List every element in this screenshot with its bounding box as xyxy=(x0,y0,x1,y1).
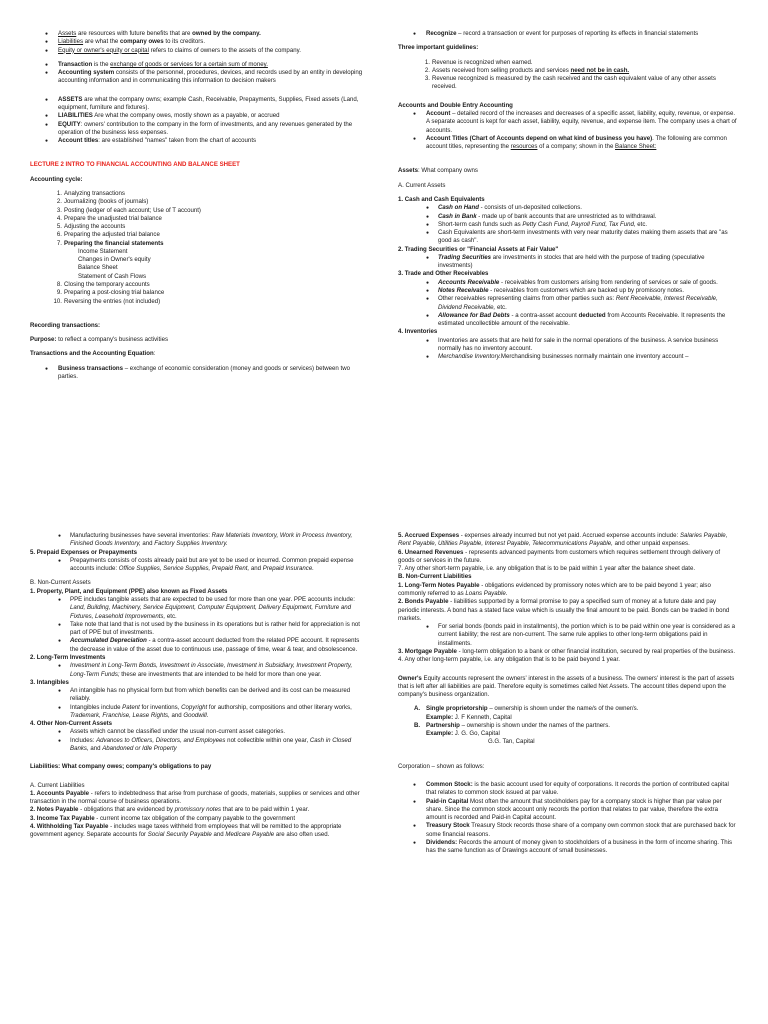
lti-accounts: Investment in Long-Term Bonds, Investment in Associate, Investment in Subsidiary, Investment Property, Long-Term Funds; xyxy=(70,662,353,678)
cycle-step xyxy=(30,298,364,306)
prepaid-bullet xyxy=(30,557,364,574)
partnership-marker: B. xyxy=(414,721,421,729)
guideline-text: Assets received from selling products and services xyxy=(432,66,571,74)
single-example xyxy=(398,714,738,722)
cycle-step-text: Reversing the entries (not included) xyxy=(64,297,161,305)
receivable-item-pre: Other receivables representing claims from other parties such as: xyxy=(438,295,616,303)
partnership-example-label: Example: xyxy=(426,730,454,738)
page-3 xyxy=(0,512,384,1024)
definition-term: Account titles xyxy=(58,137,99,145)
definition-term: EQUITY xyxy=(58,120,81,128)
financial-statement-item: Balance Sheet xyxy=(78,264,118,272)
purpose-label: Purpose: xyxy=(30,336,57,344)
page-2 xyxy=(384,0,768,512)
cl-4-medicare: Medicare Payable xyxy=(225,831,275,839)
equation-colon: : xyxy=(153,350,156,358)
corporation-term: Dividends: xyxy=(426,839,458,846)
manufacturing-and: and xyxy=(140,540,155,548)
double-entry-heading: Accounts and Double Entry Accounting xyxy=(398,101,513,109)
accounting-system-term: Accounting system xyxy=(58,69,115,77)
cl-1-text: - refers to indebtedness that arise from purchase of goods, materials, supplies or services and other transaction in the normal course of business operations. xyxy=(30,789,360,806)
definition-bullet xyxy=(30,137,364,145)
manufacturing-text: Manufacturing businesses have several inventories: xyxy=(70,532,212,539)
financial-statements-list xyxy=(30,248,364,281)
page-4-column xyxy=(398,532,738,856)
corporation-term: Treasury Stock xyxy=(426,822,470,830)
inventories-list xyxy=(398,337,738,362)
cl-7: 7. Any other short-term payable, i.e. any obligation that is to be paid within 1 year after the balance sheet date. xyxy=(398,565,696,573)
cycle-step-number: 9. xyxy=(56,289,62,297)
accounting-system-text: consists of the personnel, procedures, devices, and records used by an entity in developing accounting information and in communicating this information to decision makers xyxy=(58,69,363,85)
financial-statement-item: Changes in Owner's equity xyxy=(78,256,151,264)
cycle-step xyxy=(30,281,364,289)
guideline-text: Revenue recognized is measured by the cash received and the cash equivalent value of any other assets received. xyxy=(432,75,716,91)
cash-list xyxy=(398,204,738,245)
receivable-item-text-2: from Accounts Receivable. It represents the estimated uncollectible amount of the receivable. xyxy=(438,311,726,328)
definition-text: : are established "names" taken from the chart of accounts xyxy=(98,137,257,145)
intangible-copyright: Copyright xyxy=(181,703,208,711)
single-example-label: Example: xyxy=(426,713,454,721)
other-nca-bullet-2 xyxy=(30,737,364,754)
other-noncurrent-heading: 4. Other Non-Current Assets xyxy=(30,720,113,728)
cycle-step xyxy=(30,215,364,223)
financial-statement-item: Income Statement xyxy=(78,247,128,255)
intangible-2-mid2: for authorship, compositions and other literary works, xyxy=(207,703,352,711)
liabilities-bullet xyxy=(30,38,364,46)
inventory-item-italic: Merchandise Inventory. xyxy=(438,353,501,361)
partnership xyxy=(398,722,738,730)
recording-heading: Recording transactions: xyxy=(30,321,101,329)
assets-text: are resources with future benefits that are xyxy=(76,30,193,37)
ppe-accounts: Land, Building, Machinery, Service Equipment, Computer Equipment, Delivery Equipment, Furniture and Fixtures, Leasehold Improvements, xyxy=(70,604,352,620)
prepaid-accounts: Office Supplies, Service Supplies, Prepaid Rent, xyxy=(118,565,250,573)
cl-5-text: - expenses already incurred but not yet paid. Accrued expense accounts include: xyxy=(459,532,680,539)
equity-bullet xyxy=(30,47,364,55)
single-example-text: J. F Kenneth, Capital xyxy=(453,713,512,721)
corporation-term: Paid-in Capital xyxy=(426,797,469,805)
receivable-item-italic: Rent Receivable, Interest Receivable, Dividend Receivable, xyxy=(438,295,718,311)
cash-item-term: Cash on Hand xyxy=(438,204,479,212)
account-bullet xyxy=(398,110,738,135)
cl-3-text: - current income tax obligation of the company payable to the government xyxy=(94,814,296,822)
business-transactions-bullet xyxy=(30,365,364,382)
purpose-text: to reflect a company's business activities xyxy=(56,336,168,344)
noncurrent-liabilities-heading: B. Non-Current Liabilities xyxy=(398,573,472,581)
assets-bold: owned by the company. xyxy=(192,30,261,37)
cash-item-italic: Petty Cash Fund, Payroll Fund, Tax Fund, xyxy=(522,220,636,228)
receivable-item-term: Allowance for Bad Debts xyxy=(438,311,510,319)
cash-item-text: - made up of bank accounts that are unrestricted as to withdrawal. xyxy=(476,212,657,220)
equation-heading: Transactions and the Accounting Equation xyxy=(30,350,154,358)
definitions-list xyxy=(30,96,364,146)
guideline-emphasis: need not be in cash. xyxy=(570,66,630,74)
cash-item xyxy=(398,229,738,246)
assets-heading-text: : What company owns xyxy=(418,167,478,175)
resources-link-text: resources xyxy=(510,143,538,151)
corporation-item xyxy=(398,822,738,839)
receivable-item xyxy=(398,295,738,312)
accumulated-depreciation-text: - a contra-asset account deducted from the related PPE account. It represents the decrease in value of the asset due to continuous use, passage of time, wear & tear, and obsolescence. xyxy=(70,637,360,653)
ppe-end: etc. xyxy=(165,612,177,620)
liabilities-bold: company owes xyxy=(120,38,164,46)
manufacturing-inventories: Raw Materials Inventory, Work in Process Inventory, Finished Goods Inventory, xyxy=(70,532,353,548)
cl-2-end: that are to be paid within 1 year. xyxy=(221,806,310,814)
single-text: – ownership is shown under the name/s of the owner/s. xyxy=(487,705,639,713)
trading-bullet xyxy=(398,254,738,271)
guideline-text: Revenue is recognized when earned. xyxy=(432,58,533,66)
cycle-step xyxy=(30,231,364,239)
definition-text: Are what the company owes, mostly shown as a payable, or accrued xyxy=(92,112,280,120)
receivable-item xyxy=(398,287,738,295)
definition-bullet xyxy=(30,121,364,138)
intangible-goodwill: Goodwill. xyxy=(183,711,209,719)
cycle-step xyxy=(30,190,364,198)
receivable-item-text: etc. xyxy=(495,303,507,311)
intangible-bullet-2 xyxy=(30,704,364,721)
intangible-patent: Patent xyxy=(122,703,140,711)
definition-term: LIABILITIES xyxy=(58,112,93,120)
cycle-step xyxy=(30,198,364,206)
guidelines-list xyxy=(398,59,738,92)
cl-3 xyxy=(30,815,364,823)
inventory-item xyxy=(398,353,738,361)
prepaid-insurance: Prepaid Insurance. xyxy=(262,565,314,573)
owners-text: Equity accounts represent the owners' interest in the assets of a business. The owners' interest is the part of assets that is left after all liabilities are paid. Therefore equity is sometimes called Net Assets. The account titles depend upon the company's business organization. xyxy=(398,674,735,699)
land-bullet: ● Take note that land that is not used by the business in its operations but is rather held for appreciation is not part of PPE but of investments. xyxy=(30,621,364,638)
recognize-term: Recognize xyxy=(426,30,457,37)
corporation-item xyxy=(398,781,738,798)
page-2-column xyxy=(398,30,738,362)
cycle-step-number: 7. xyxy=(56,239,62,247)
cycle-step-text: Adjusting the accounts xyxy=(64,223,126,231)
cycle-step-text: Prepare the unadjusted trial balance xyxy=(64,214,162,222)
intangibles-heading: 3. Intangibles xyxy=(30,678,69,686)
cycle-step-number: 10. xyxy=(53,297,62,305)
receivables-heading: 3. Trade and Other Receivables xyxy=(398,270,489,278)
intangible-2-and: and xyxy=(169,711,184,719)
intangible-bullet-1: ● An intangible has no physical form but from which benefits can be derived and its cost can be measured reliably. xyxy=(30,687,364,704)
other-nca-advances: Advances to Officers, Directors, and Employees xyxy=(96,736,226,744)
inventory-item-text: Merchandising businesses normally maintain one inventory account – xyxy=(500,353,689,361)
cash-item-text: etc. xyxy=(635,220,648,228)
assets-label: Assets xyxy=(398,167,418,175)
cash-heading: 1. Cash and Cash Equivalents xyxy=(398,195,485,203)
other-nca-abandoned: Abandoned or Idle Property xyxy=(102,745,177,753)
cl-4-text: - includes wage taxes withheld from employees that will be remitted to the appropriate government agency. Separate accounts for xyxy=(30,823,342,839)
cycle-step xyxy=(30,207,364,215)
guideline-item xyxy=(398,67,738,75)
liabilities-text: are what the xyxy=(83,38,121,46)
receivable-item xyxy=(398,279,738,287)
current-liabilities-heading: A. Current Liabilities xyxy=(30,781,85,789)
cycle-step xyxy=(30,289,364,297)
ncl-1-italic: Loans Payable. xyxy=(465,589,508,597)
corporation-text: is the basic account used for equity of corporations. It records the portion of contributed capital that relates to common stock issued at par value. xyxy=(426,781,729,797)
intangible-2-text: Intangibles include xyxy=(70,703,123,711)
cl-5-accounts: Salaries Payable, Rent Payable, Utilities Payable, Interest Payable, Telecommunications Payable, xyxy=(398,532,728,548)
ncl-3 xyxy=(398,648,738,656)
liabilities-heading: Liabilities: What company owes; company's obligations to pay xyxy=(30,763,212,771)
cl-2-text: - obligations that are evidenced by xyxy=(78,806,175,814)
receivable-item-term: Notes Receivable xyxy=(438,287,489,295)
corporation-text: Treasury Stock records those share of a company own common stock that are purchased back for some financial reasons. xyxy=(426,822,736,838)
ppe-text: PPE includes tangible assets that are expected to be used for more than one year. PPE accounts include: xyxy=(70,595,355,603)
cycle-step-number: 5. xyxy=(56,223,62,231)
accounting-cycle-list xyxy=(30,190,364,248)
receivables-list xyxy=(398,279,738,329)
ncl-1-term: 1. Long-Term Notes Payable xyxy=(398,581,480,589)
recognize-text: – record a transaction or event for purposes of reporting its effects in financial statements xyxy=(456,30,699,37)
ncl-3-text: - long-term obligation to a bank or other financial institution, secured by real properties of the business. xyxy=(456,647,736,655)
inventories-heading: 4. Inventories xyxy=(398,328,438,336)
cl-2-term: 2. Notes Payable xyxy=(30,806,79,814)
cl-2 xyxy=(30,806,364,814)
page-1-column xyxy=(30,30,364,381)
cl-3-term: 3. Income Tax Payable xyxy=(30,814,95,822)
noncurrent-assets-heading: B. Non-Current Assets xyxy=(30,579,91,587)
account-titles-text-2: of a company; shown in the xyxy=(537,143,616,151)
intangible-trademark: Trademark, Franchise, Lease Rights, xyxy=(70,711,170,719)
serial-bonds-bullet: ● For serial bonds (bonds paid in installments), the portion which is to be paid within one year is considered as a current liability; the rest are non-current. The same rule applies to other long-term obligations paid in installments. xyxy=(398,623,738,648)
transaction-term: Transaction xyxy=(58,60,93,68)
assets-heading xyxy=(398,167,738,175)
business-transactions-term: Business transactions xyxy=(58,364,124,372)
definition-term: ASSETS xyxy=(58,95,83,103)
single-term: Single proprietorship xyxy=(426,705,488,713)
ncl-1 xyxy=(398,582,738,599)
other-nca-2-and: and xyxy=(88,745,103,753)
long-term-investments-heading: 2. Long-Term Investments xyxy=(30,653,106,661)
cycle-step-number: 3. xyxy=(56,206,62,214)
lecture-title: LECTURE 2 INTRO TO FINANCIAL ACCOUNTING AND BALANCE SHEET xyxy=(30,161,240,169)
cl-6-text: - represents advanced payments from customers which requires settlement through delivery of goods or services in the future. xyxy=(398,548,721,564)
transaction-mid: is the xyxy=(92,60,111,68)
partnership-example-text: J. G. Go, Capital xyxy=(453,730,500,738)
inventory-item xyxy=(398,337,738,354)
receivable-item-bold: deducted xyxy=(578,311,606,319)
assets-bullet xyxy=(30,30,364,38)
cash-item-text: - consists of un-deposited collections. xyxy=(478,204,582,212)
definition-bullet xyxy=(30,96,364,113)
receivable-item xyxy=(398,312,738,329)
guideline-item xyxy=(398,59,738,67)
financial-statement-item: Statement of Cash Flows xyxy=(78,272,147,280)
trading-term: Trading Securities xyxy=(438,253,492,261)
cash-item-pre: Short-term cash funds such as xyxy=(438,220,523,228)
trading-heading: 2. Trading Securities or "Financial Assets at Fair Value" xyxy=(398,245,559,253)
prepaid-and: and xyxy=(249,565,263,573)
cl-1 xyxy=(30,790,364,807)
ncl-1-text: - obligations evidenced by promissory notes which are to be paid beyond 1 year; also commonly referred to as xyxy=(398,581,711,597)
cycle-step xyxy=(30,223,364,231)
cl-5 xyxy=(398,532,738,549)
prepaid-heading: 5. Prepaid Expenses or Prepayments xyxy=(30,548,138,556)
accounting-cycle-list-rest xyxy=(30,281,364,306)
intangible-2-mid: for inventions, xyxy=(139,703,182,711)
inventory-item-text: Inventories are assets that are held for sale in the normal operations of the business. A service business normally has no inventory account. xyxy=(438,336,719,352)
guidelines-heading: Three important guidelines: xyxy=(398,44,479,52)
account-titles-bullet xyxy=(398,135,738,152)
liabilities-term: Liabilities xyxy=(58,38,84,46)
ncl-4: 4. Any other long-term payable, i.e. any obligation that is to be paid beyond 1 year. xyxy=(398,656,620,664)
cash-item xyxy=(398,221,738,229)
purpose-line xyxy=(30,336,364,344)
account-titles-term: Account Titles (Chart of Accounts depend on what kind of business you have) xyxy=(426,134,653,142)
page-1 xyxy=(0,0,384,512)
cycle-step-text: Preparing the financial statements xyxy=(64,239,164,247)
cl-6 xyxy=(398,549,738,566)
cycle-step-text: Closing the temporary accounts xyxy=(64,281,150,289)
cl-4-end: are also often used. xyxy=(274,831,330,839)
corporation-item xyxy=(398,798,738,823)
equity-term: Equity or owner's equity or capital xyxy=(58,46,149,54)
partnership-example-2: G.G. Tan, Capital xyxy=(488,738,535,746)
partnership-text: – ownership is shown under the names of the partners. xyxy=(459,721,610,729)
transaction-definition: exchange of goods or services for a certain sum of money. xyxy=(110,60,268,68)
cycle-step xyxy=(30,240,364,248)
guideline-number: 3. xyxy=(424,75,430,83)
page-3-column xyxy=(30,532,364,840)
corporation-text: Most often the amount that stockholders pay for a company stock is higher than par value per share. Since the common stock account only records the portion that relates to par value, therefore the extra amount is recorded and Paid-in Capital account. xyxy=(426,797,722,822)
account-text: – detailed record of the increases and decreases of a specific asset, liability, equity, revenue, or expense. A separate account is kept for each asset, liability, equity, revenue, and expense item. The company uses a chart of accounts. xyxy=(426,109,737,134)
cycle-step-text: Analyzing transactions xyxy=(64,189,125,197)
guideline-number: 2. xyxy=(424,66,430,74)
other-nca-2-text: Includes: xyxy=(70,736,97,744)
ppe-heading: 1. Property, Plant, and Equipment (PPE) also known as Fixed Assets xyxy=(30,587,228,595)
partnership-term: Partnership xyxy=(426,721,460,729)
cl-5-term: 5. Accrued Expenses xyxy=(398,532,460,539)
transaction-bullet xyxy=(30,61,364,69)
corporation-term: Common Stock: xyxy=(426,781,473,789)
trading-text: are investments in stocks that are held with the purpose of trading (speculative investments) xyxy=(438,253,705,270)
ncl-3-term: 3. Mortgage Payable xyxy=(398,647,457,655)
business-transactions-text: – exchange of economic consideration (money and goods or services) between two parties. xyxy=(58,364,350,380)
cycle-step-number: 6. xyxy=(56,231,62,239)
receivable-item-text: - receivables from customers arising from rendering of services or sale of goods. xyxy=(499,278,718,286)
prepaid-text: Prepayments consists of costs already paid but are yet to be used or incurred. Common prepaid expense accounts include: xyxy=(70,556,354,573)
equation-heading-line xyxy=(30,350,364,358)
page-4 xyxy=(384,512,768,1024)
cl-5-end: and other unpaid expenses. xyxy=(612,540,690,548)
cl-1-term: 1. Accounts Payable xyxy=(30,789,90,797)
single-marker: A. xyxy=(414,705,421,713)
recognize-bullet xyxy=(398,30,738,38)
cycle-step-text: Preparing a post-closing trial balance xyxy=(64,289,165,297)
cl-4-social-security: Social Security Payable xyxy=(147,831,212,839)
cycle-step-text: Journalizing (books of journals) xyxy=(64,198,149,206)
other-nca-bullet-1: ● Assets which cannot be classified under the usual non-current asset categories. xyxy=(30,728,364,736)
cycle-step-number: 2. xyxy=(56,198,62,206)
ncl-2-term: 2. Bonds Payable xyxy=(398,598,449,606)
other-nca-closed-banks: Cash in Closed Banks, xyxy=(70,736,352,753)
cash-item-pre: Cash Equivalents are short-term investments with very near maturity dates making them assets that are "as good as cash". xyxy=(438,229,728,245)
ncl-2-text: - liabilities supported by a formal promise to pay a specified sum of money at a future date and pay periodic interests. A bond has a stated face value which is usually the final amount to be paid. Bonds can be traded in bond markets. xyxy=(398,598,730,622)
ppe-bullet xyxy=(30,596,364,621)
current-assets-heading: A. Current Assets xyxy=(398,181,446,189)
accumulated-depreciation-bullet xyxy=(30,637,364,654)
cycle-step-number: 8. xyxy=(56,281,62,289)
account-term: Account xyxy=(426,109,451,117)
guideline-number: 1. xyxy=(424,58,430,66)
corporation-list xyxy=(398,781,738,856)
cash-item-term: Cash in Bank xyxy=(438,212,477,220)
cash-item xyxy=(398,213,738,221)
manufacturing-factory: Factory Supplies Inventory. xyxy=(154,540,228,548)
manufacturing-bullet xyxy=(30,532,364,549)
cash-item xyxy=(398,204,738,212)
receivable-item-term: Accounts Receivable xyxy=(438,278,500,286)
cl-4-and: and xyxy=(211,831,226,839)
cycle-step-number: 4. xyxy=(56,214,62,222)
corporation-heading: Corporation – shown as follows: xyxy=(398,762,485,770)
owners-equity-paragraph xyxy=(398,675,738,700)
lti-text: these are investments that are intended to be held for more than one year. xyxy=(119,670,322,678)
accounting-system-bullet xyxy=(30,69,364,86)
account-titles-text: . The following are common account titles, representing the xyxy=(426,134,727,151)
cycle-step-text: Posting (ledger of each account; Use of T account) xyxy=(64,206,201,214)
definition-text: are what the company owns; example Cash, Receivable, Prepayments, Supplies, Fixed assets (Land, equipment, furniture and fixtures). xyxy=(58,95,359,111)
cl-6-term: 6. Unearned Revenues xyxy=(398,548,464,556)
receivable-item-text: - a contra-asset account xyxy=(509,311,579,319)
accumulated-depreciation-term: Accumulated Depreciation xyxy=(70,637,147,645)
lti-bullet xyxy=(30,662,364,679)
equity-text: refers to claims of owners to the assets of the company. xyxy=(148,46,301,54)
cl-4 xyxy=(30,823,364,840)
cl-4-term: 4. Withholding Tax Payable xyxy=(30,823,109,830)
definition-bullet xyxy=(30,112,364,120)
liabilities-end: to its creditors. xyxy=(163,38,206,46)
ncl-2 xyxy=(398,598,738,623)
definition-text: : owners' contribution to the company in the form of investments, and any revenues generated by the operation of the business less expenses. xyxy=(58,120,353,136)
single-proprietorship xyxy=(398,705,738,713)
guideline-item xyxy=(398,75,738,92)
cl-2-italic: promissory notes xyxy=(174,806,222,814)
cycle-step-text: Preparing the adjusted trial balance xyxy=(64,231,160,239)
accounting-cycle-heading: Accounting cycle: xyxy=(30,175,83,183)
assets-term: Assets xyxy=(58,30,77,37)
receivable-item-text: - receivables from customers which are backed up by promissory notes. xyxy=(488,287,684,295)
cycle-step-number: 1. xyxy=(56,189,62,197)
owners-label: Owner's xyxy=(398,674,422,682)
corporation-item xyxy=(398,839,738,856)
balance-sheet-text: Balance Sheet: xyxy=(615,143,657,151)
corporation-text: Records the amount of money given to stockholders of a business in the form of income sharing. This has the same function as of Drawings account of small businesses. xyxy=(426,839,733,855)
partnership-example xyxy=(398,730,738,738)
other-nca-2-mid: not collectible within one year, xyxy=(225,736,310,744)
